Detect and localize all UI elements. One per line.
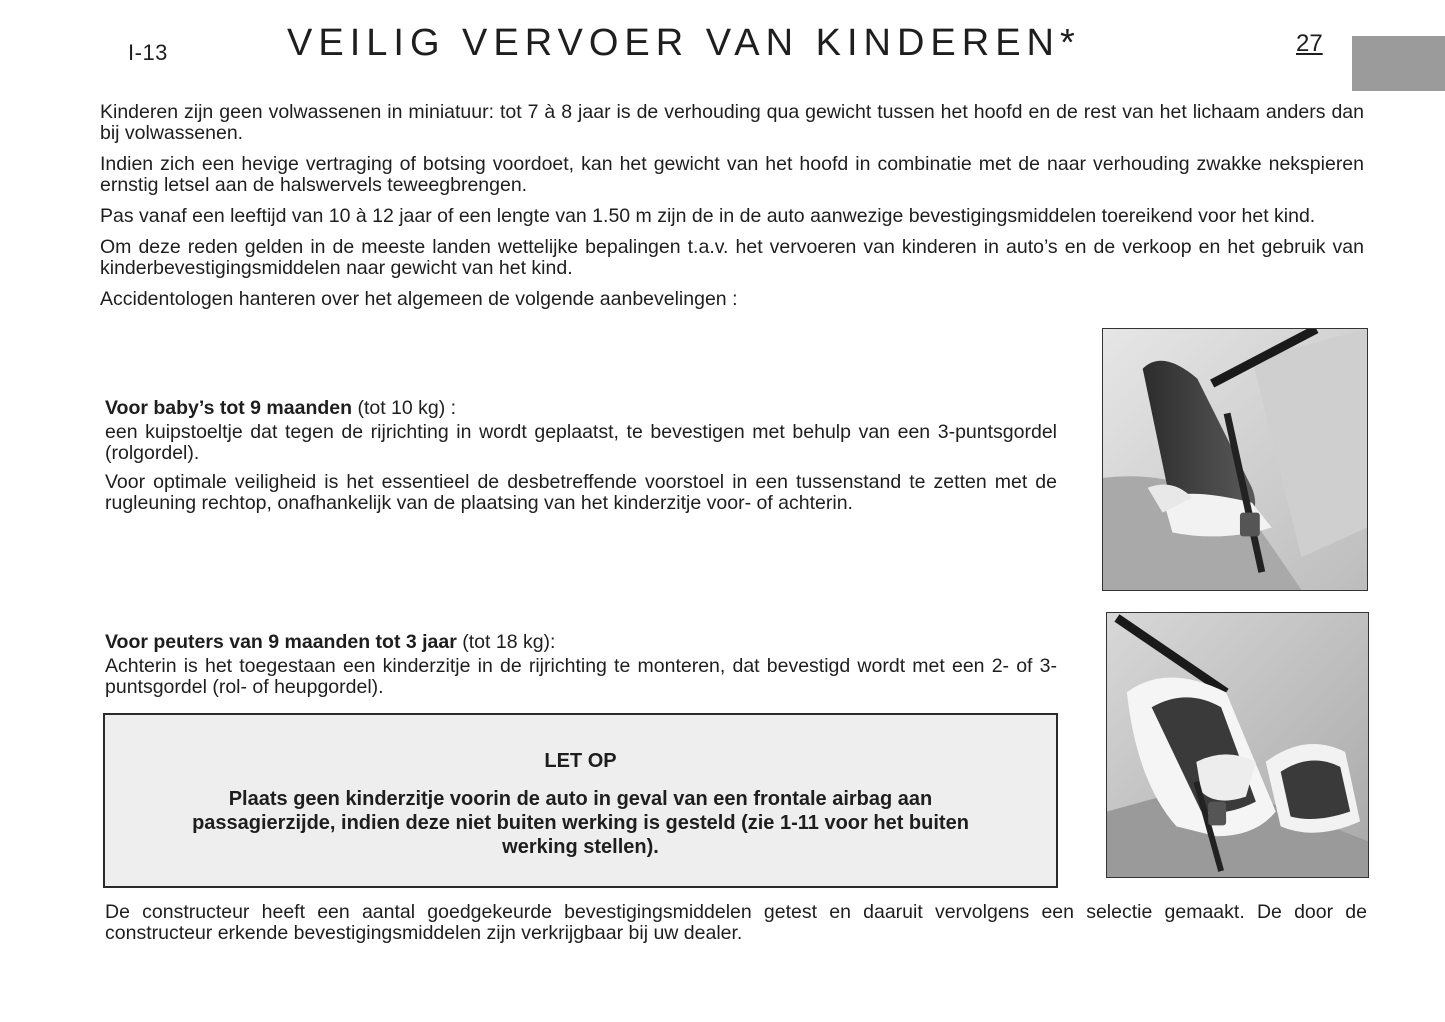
infant-seat-photo	[1102, 328, 1368, 591]
warning-title: LET OP	[544, 750, 617, 772]
babies-heading-line	[105, 398, 1057, 419]
intro-paragraph: Accidentologen hanteren over het algemeen de volgende aanbevelingen :	[100, 288, 738, 310]
section-tab-marker	[1352, 36, 1445, 91]
toddler-seat-photo	[1106, 612, 1369, 878]
page-ref: I-13	[128, 40, 168, 65]
footer-text: De constructeur heeft een aantal goedgekeurde bevestigingsmiddelen getest en daaruit vervolgens een selectie gemaakt. De door de constructeur erkende bevestigingsmiddelen zijn verkrijgbaar bij uw dealer.	[105, 901, 1367, 944]
warning-box	[103, 713, 1058, 888]
babies-paragraph: Voor optimale veiligheid is het essentieel de desbetreffende voorstoel in een tussenstand te zetten met de rugleuning rechtop, onafhankelijk van de plaatsing van het kinderzitje voor- of achterin.	[105, 471, 1057, 514]
page-title: VEILIG VERVOER VAN KINDEREN*	[287, 22, 1081, 64]
warning-text: Plaats geen kinderzitje voorin de auto in geval van een frontale airbag aan passagierzijde, indien deze niet buiten werking is gesteld (zie 1-11 voor het buiten werking stellen).	[192, 788, 969, 858]
toddlers-heading-line	[105, 632, 1057, 653]
intro-paragraph: Om deze reden gelden in de meeste landen wettelijke bepalingen t.a.v. het vervoeren van kinderen in auto’s en de verkoop en het gebruik van kinderbevestigingsmiddelen naar gewicht van het kind.	[100, 236, 1364, 279]
babies-paragraph: een kuipstoeltje dat tegen de rijrichting in wordt geplaatst, te bevestigen met behulp van een 3-puntsgordel (rolgordel).	[105, 421, 1057, 464]
toddlers-heading: Voor peuters van 9 maanden tot 3 jaar	[105, 631, 457, 653]
section-toddlers	[105, 632, 1057, 706]
section-babies	[105, 398, 1057, 522]
intro-paragraph: Indien zich een hevige vertraging of botsing voordoet, kan het gewicht van het hoofd in combinatie met de naar verhouding zwakke nekspieren ernstig letsel aan de halswervels teweegbrengen.	[100, 153, 1364, 196]
babies-heading: Voor baby’s tot 9 maanden	[105, 397, 353, 419]
intro-paragraph: Kinderen zijn geen volwassenen in miniatuur: tot 7 à 8 jaar is de verhouding qua gewicht tussen het hoofd en de rest van het lichaam anders dan bij volwassenen.	[100, 101, 1364, 144]
toddler-seat-illustration	[1107, 613, 1368, 877]
toddlers-weight: (tot 18 kg):	[462, 631, 556, 653]
intro-text	[100, 102, 1364, 320]
intro-paragraph: Pas vanaf een leeftijd van 10 à 12 jaar of een lengte van 1.50 m zijn de in de auto aanwezige bevestigingsmiddelen toereikend voor het kind.	[100, 205, 1316, 227]
page-number: 27	[1296, 30, 1323, 57]
infant-seat-illustration	[1103, 329, 1367, 590]
toddlers-paragraph: Achterin is het toegestaan een kinderzitje in de rijrichting te monteren, dat bevestigd wordt met een 2- of 3-puntsgordel (rol- of heupgordel).	[105, 655, 1057, 698]
babies-weight: (tot 10 kg) :	[357, 397, 457, 419]
